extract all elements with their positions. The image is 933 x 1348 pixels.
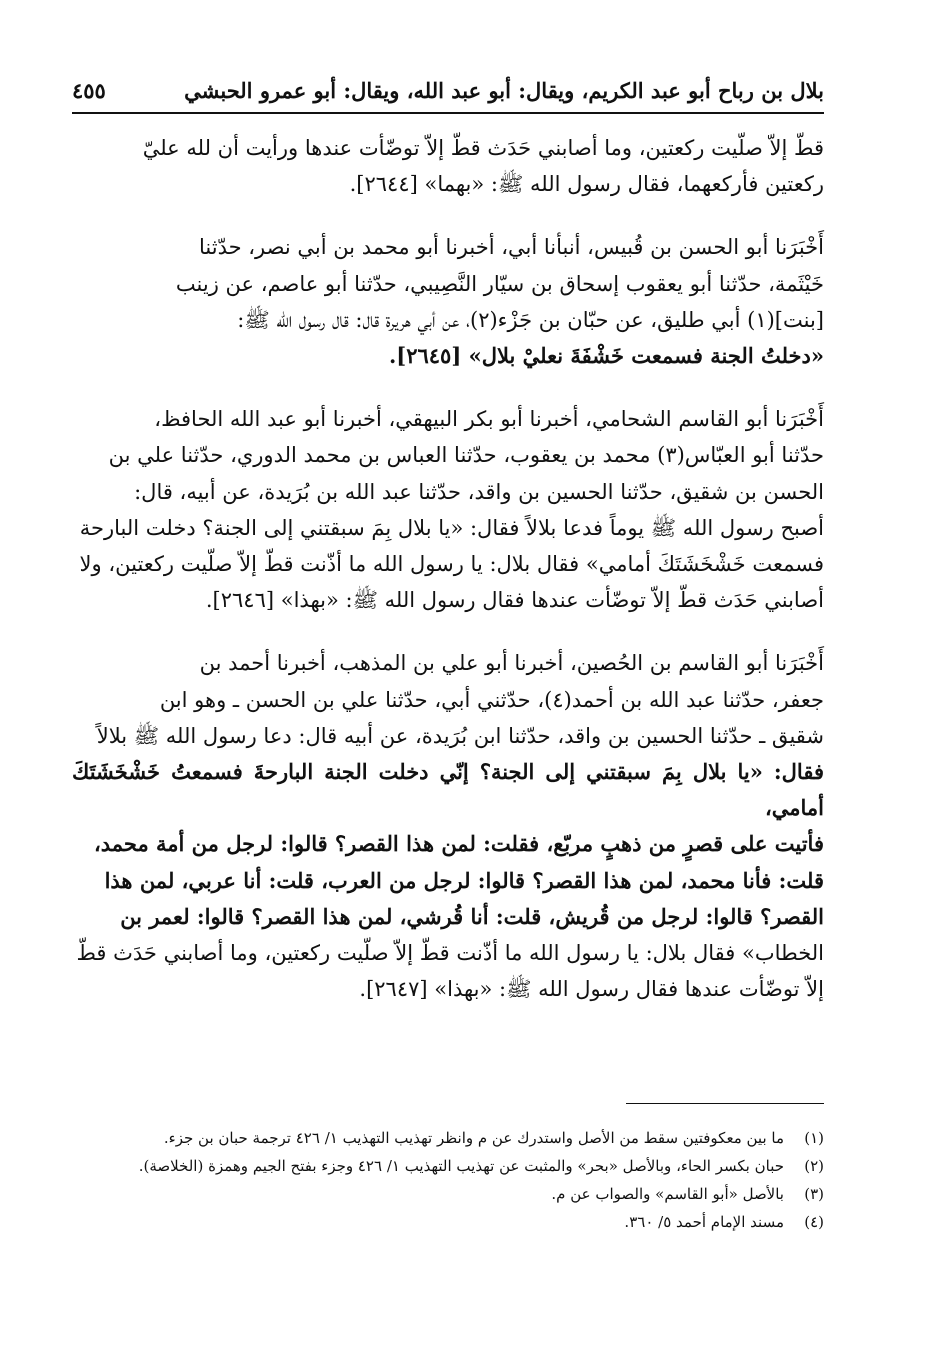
- text-line: ركعتين فأركعهما، فقال رسول الله ﷺ: «بهما» [٢٦٤٤].: [349, 172, 824, 197]
- footnotes: [72, 1124, 824, 1236]
- page-header: [72, 68, 824, 118]
- text-line: أصابني حَدَث قطّ إلاّ توضّأت عندها فقال رسول الله ﷺ: «بهذا» [٢٦٤٦].: [205, 588, 824, 613]
- text-line: فقال: «يا بلال بِمَ سبقتني إلى الجنة؟ إنّي دخلت الجنة البارحةَ فسمعتُ خَشْخَشَتَكَ أمامي،: [72, 759, 824, 821]
- text-line: أصبح رسول الله ﷺ يوماً فدعا بلالاً فقال: «يا بلال بِمَ سبقتني إلى الجنة؟ دخلت البارحة: [79, 515, 824, 540]
- text-line: «دخلتُ الجنة فسمعت خَشْفَةَ نعليْ بلال» [٢٦٤٥].: [388, 343, 824, 369]
- footnote: [72, 1208, 824, 1236]
- text-line: فسمعت خَشْخَشَتَكَ أمامي» فقال بلال: يا رسول الله ما أذّنت قطّ إلاّ صلّيت ركعتين، ولا: [79, 552, 824, 577]
- main-text: [72, 130, 824, 1034]
- text-line: [بنت](١) أبي طليق، عن حبّان بن جَزْء(٢)، عن أبي هريرة قال: قال رسول الله ﷺ:: [237, 307, 824, 332]
- footnote-text: حبان بكسر الحاء، وبالأصل «بحر» والمثبت عن تهذيب التهذيب ١/ ٤٢٦ وجزء بفتح الجيم وهمزة (الخلاصة).: [138, 1157, 784, 1175]
- paragraph: [72, 130, 824, 202]
- footnote-text: بالأصل «أبو القاسم» والصواب عن م.: [551, 1185, 784, 1203]
- text-line: أَخْبَرَنا أبو الحسن بن قُبيس، أنبأنا أبي، أخبرنا أبو محمد بن أبي نصر، حدّثنا: [198, 235, 824, 260]
- footnote: [72, 1152, 824, 1180]
- text-line: إلاّ توضّأت عندها فقال رسول الله ﷺ: «بهذا» [٢٦٤٧].: [359, 977, 824, 1002]
- text-line: قلت: فأنا محمد، لمن هذا القصر؟ قالوا: لرجل من العرب، قلت: أنا عربي، لمن هذا: [104, 867, 824, 893]
- footnote-number: (٤): [804, 1213, 824, 1231]
- footnote-text: مسند الإمام أحمد ٥/ ٣٦٠.: [624, 1213, 784, 1231]
- text-line: أَخْبَرَنا أبو القاسم بن الحُصين، أخبرنا أبو علي بن المذهب، أخبرنا أحمد بن: [199, 651, 824, 676]
- footnote-separator: [626, 1103, 824, 1104]
- text-line: حدّثنا أبو العبّاس(٣) محمد بن يعقوب، حدّثنا العباس بن محمد الدوري، حدّثنا علي بن: [108, 443, 824, 468]
- text-line: الحسن بن شقيق، حدّثنا الحسين بن واقد، حدّثنا عبد الله بن بُرَيدة، عن أبيه، قال:: [134, 479, 824, 504]
- footnote-text: ما بين معكوفتين سقط من الأصل واستدرك عن م وانظر تهذيب التهذيب ١/ ٤٢٦ ترجمة حبان بن جزء.: [163, 1129, 784, 1147]
- paragraph: [72, 401, 824, 618]
- footnote: [72, 1124, 824, 1152]
- text-line: جعفر، حدّثنا عبد الله بن أحمد(٤)، حدّثني أبي، حدّثنا علي بن الحسن ـ وهو ابن: [159, 687, 824, 712]
- text-line: أَخْبَرَنا أبو القاسم الشحامي، أخبرنا أبو بكر البيهقي، أخبرنا أبو عبد الله الحافظ،: [154, 407, 824, 432]
- header-rule: [72, 112, 824, 114]
- footnote-number: (١): [804, 1129, 824, 1147]
- text-line: الخطاب» فقال بلال: يا رسول الله ما أذّنت قطّ إلاّ صلّيت ركعتين، وما أصابني حَدَث قطّ: [76, 941, 824, 966]
- text-line: فأتيت على قصرٍ من ذهبٍ مربّع، فقلت: لمن هذا القصر؟ قالوا: لرجل من أمة محمد،: [93, 831, 824, 857]
- footnote: [72, 1180, 824, 1208]
- text-line: خَيْثَمة، حدّثنا أبو يعقوب إسحاق بن سيّار النَّصِيبي، حدّثنا أبو عاصم، عن زينب: [175, 271, 824, 296]
- text-line: شقيق ـ حدّثنا الحسين بن واقد، حدّثنا ابن بُرَيدة، عن أبيه قال: دعا رسول الله ﷺ بلالاً: [96, 723, 824, 748]
- footnote-number: (٢): [804, 1157, 824, 1175]
- paragraph: [72, 645, 824, 1007]
- footnote-number: (٣): [804, 1185, 824, 1203]
- page-number: ٤٥٥: [72, 78, 106, 103]
- text-line: القصر؟ قالوا: لرجل من قُريش، قلت: أنا قُرشي، لمن هذا القصر؟ قالوا: لعمر بن: [120, 903, 824, 929]
- text-line: قطّ إلاّ صلّيت ركعتين، وما أصابني حَدَث قطّ إلاّ توضّأت عندها ورأيت أن لله عليّ: [142, 136, 824, 160]
- paragraph: [72, 229, 824, 374]
- running-head: بلال بن رباح أبو عبد الكريم، ويقال: أبو عبد الله، ويقال: أبو عمرو الحبشي: [184, 78, 824, 103]
